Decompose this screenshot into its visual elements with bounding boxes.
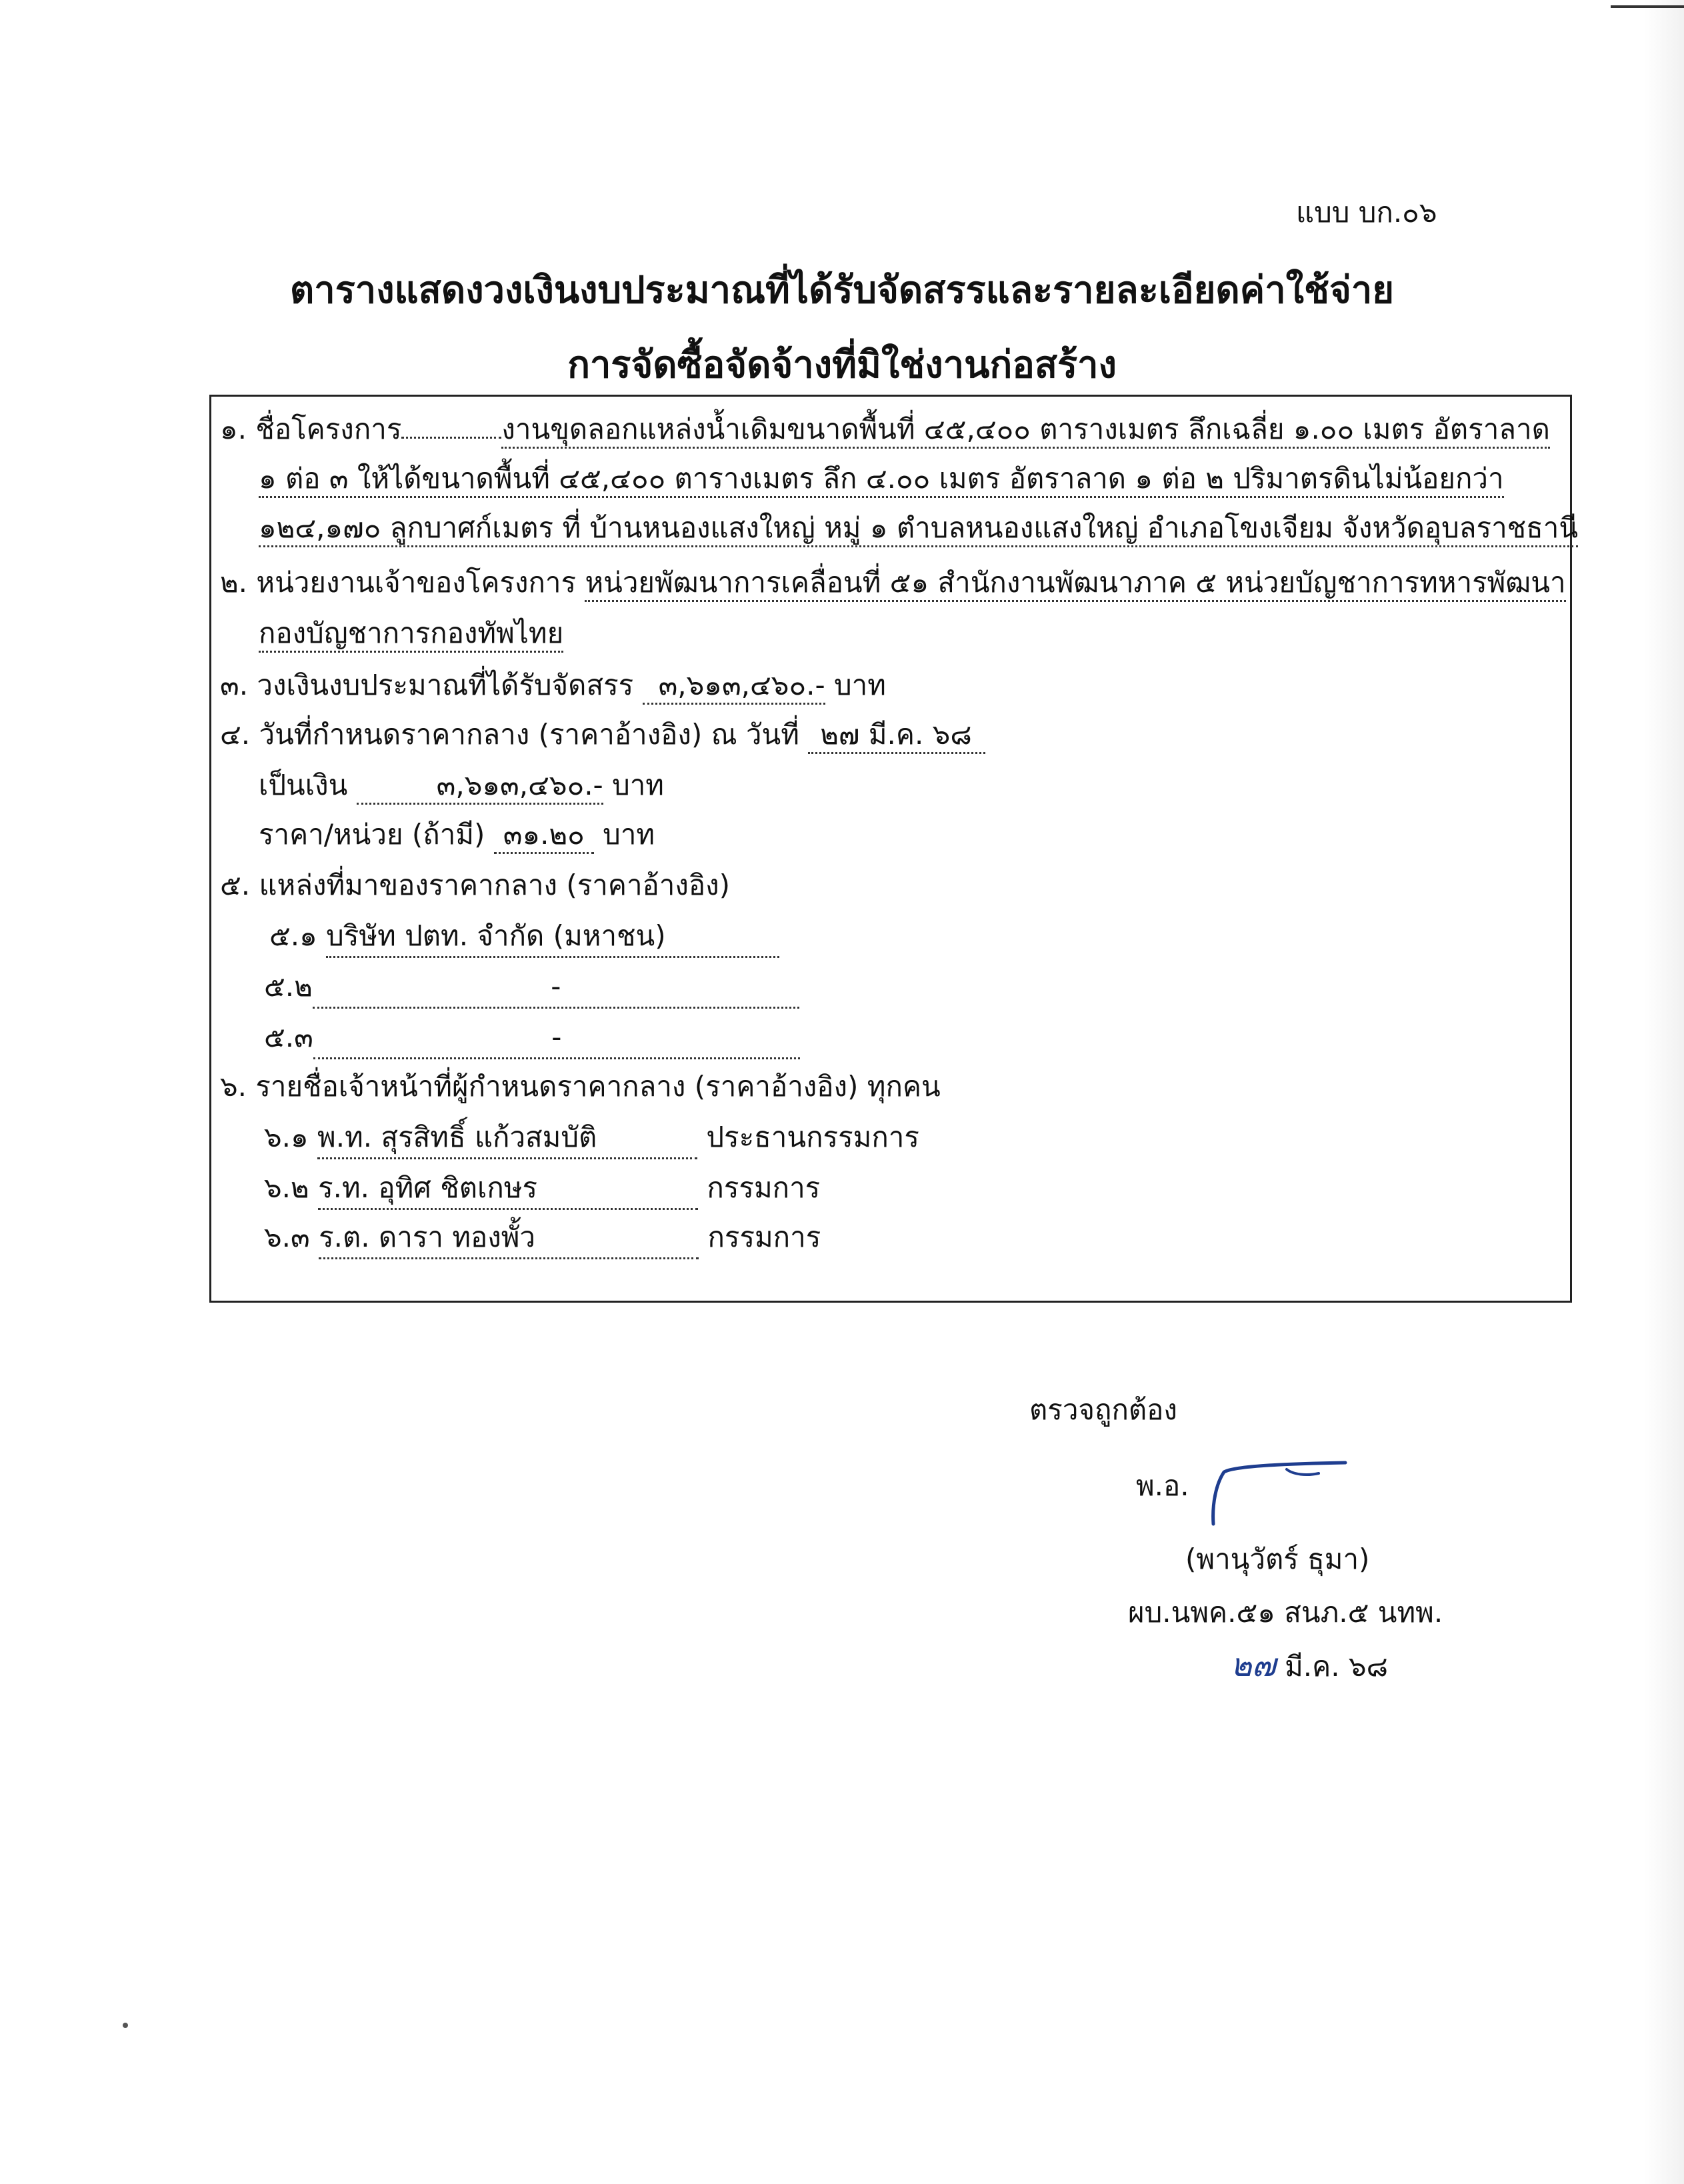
officer-role: กรรมการ bbox=[707, 1221, 821, 1253]
officer-no: ๖.๓ bbox=[264, 1221, 310, 1253]
amount-label: เป็นเงิน bbox=[259, 769, 348, 801]
officer-dotted-line bbox=[317, 1117, 697, 1159]
scan-edge bbox=[1644, 0, 1684, 2184]
project-name-line1: งานขุดลอกแหล่งน้ำเดิมขนาดพื้นที่ ๔๕,๔๐๐ ตารางเมตร ลึกเฉลี่ย ๑.๐๐ เมตร อัตราลาด bbox=[501, 413, 1550, 449]
item4-unit-price-row bbox=[259, 815, 655, 855]
item1-row2 bbox=[259, 459, 1504, 499]
officer-dotted-line bbox=[318, 1168, 698, 1210]
approval-date bbox=[1231, 1640, 1388, 1691]
budget-value: ๓,๖๑๓,๔๖๐.- bbox=[643, 669, 825, 705]
amount-unit: บาท bbox=[612, 769, 664, 801]
scan-speck bbox=[123, 2023, 128, 2028]
source-no: ๕.๑ bbox=[269, 919, 317, 952]
document-title-line1: ตารางแสดงวงเงินงบประมาณที่ได้รับจัดสรรและรายละเอียดค่าใช้จ่าย bbox=[289, 269, 1395, 312]
item1-label: ๑. ชื่อโครงการ bbox=[220, 413, 402, 445]
project-owner-line1: หน่วยพัฒนาการเคลื่อนที่ ๕๑ สำนักงานพัฒนาภาค ๕ หน่วยบัญชาการทหารพัฒนา bbox=[585, 566, 1565, 602]
source-no: ๕.๒ bbox=[264, 970, 313, 1003]
project-owner-line2: กองบัญชาการกองทัพไทย bbox=[259, 617, 563, 653]
officer-row-1 bbox=[264, 1117, 919, 1159]
source-row-3 bbox=[264, 1017, 800, 1059]
source-value: - bbox=[551, 970, 561, 1003]
source-row-1 bbox=[269, 916, 779, 958]
item6-label: ๖. รายชื่อเจ้าหน้าที่ผู้กำหนดราคากลาง (ราคาอ้างอิง) ทุกคน bbox=[220, 1070, 941, 1103]
officer-row-2 bbox=[264, 1168, 820, 1210]
item1-row1 bbox=[220, 409, 1550, 449]
item4-row bbox=[220, 715, 985, 755]
verified-label: ตรวจถูกต้อง bbox=[1029, 1393, 1177, 1426]
reference-price-date: ๒๗ มี.ค. ๖๘ bbox=[808, 718, 985, 754]
scan-mark bbox=[1611, 5, 1684, 8]
item5-label: ๕. แหล่งที่มาของราคากลาง (ราคาอ้างอิง) bbox=[220, 869, 730, 901]
officer-no: ๖.๑ bbox=[264, 1121, 309, 1153]
officer-name: พ.ท. สุรสิทธิ์ แก้วสมบัติ bbox=[317, 1121, 597, 1153]
item1-dotted-fill bbox=[401, 437, 501, 439]
officer-row-3 bbox=[264, 1217, 821, 1259]
item2-label: ๒. หน่วยงานเจ้าของโครงการ bbox=[220, 566, 577, 599]
source-value: บริษัท ปตท. จำกัด (มหาชน) bbox=[326, 919, 666, 952]
source-dotted-line bbox=[326, 916, 779, 958]
date-month-year: มี.ค. ๖๘ bbox=[1285, 1650, 1388, 1683]
document-title-line2: การจัดซื้อจัดจ้างที่มิใช่งานก่อสร้าง bbox=[567, 343, 1117, 387]
project-name-line2: ๑ ต่อ ๓ ให้ได้ขนาดพื้นที่ ๔๕,๔๐๐ ตารางเมตร ลึก ๔.๐๐ เมตร อัตราลาด ๑ ต่อ ๒ ปริมาตรดินไม่น้อยกว่า bbox=[259, 462, 1504, 498]
signer-position: ผบ.นพค.๕๑ สนภ.๕ นทพ. bbox=[1128, 1596, 1443, 1629]
handwritten-day: ๒๗ bbox=[1231, 1647, 1276, 1684]
source-no: ๕.๓ bbox=[264, 1021, 313, 1053]
officer-name: ร.ท. อุทิศ ชิตเกษร bbox=[318, 1171, 538, 1204]
amount-value: ๓,๖๑๓,๔๖๐.- bbox=[357, 769, 603, 805]
signature-mark bbox=[1193, 1457, 1353, 1531]
item3-label: ๓. วงเงินงบประมาณที่ได้รับจัดสรร bbox=[220, 669, 634, 701]
unit-price-unit: บาท bbox=[603, 818, 655, 851]
source-dotted-line bbox=[313, 967, 799, 1009]
officer-role: กรรมการ bbox=[707, 1171, 821, 1204]
officer-no: ๖.๒ bbox=[264, 1171, 309, 1204]
item2-row2 bbox=[259, 613, 563, 653]
project-name-line3: ๑๒๔,๑๗๐ ลูกบาศก์เมตร ที่ บ้านหนองแสงใหญ่ หมู่ ๑ ตำบลหนองแสงใหญ่ อำเภอโขงเจียม จังหวัดอุบลราชธานี bbox=[259, 511, 1578, 547]
signer-rank: พ.อ. bbox=[1136, 1469, 1189, 1502]
officer-name: ร.ต. ดารา ทองพั้ว bbox=[319, 1221, 536, 1253]
budget-unit: บาท bbox=[833, 669, 886, 701]
source-value: - bbox=[551, 1021, 562, 1053]
signer-name: (พานุวัตร์ ธุมา) bbox=[1185, 1543, 1370, 1575]
item2-row1 bbox=[220, 563, 1566, 603]
source-row-2 bbox=[264, 967, 799, 1009]
unit-price-label: ราคา/หน่วย (ถ้ามี) bbox=[259, 818, 485, 851]
officer-dotted-line bbox=[319, 1217, 699, 1259]
item4-label: ๔. วันที่กำหนดราคากลาง (ราคาอ้างอิง) ณ วันที่ bbox=[220, 718, 799, 751]
item3-row bbox=[220, 665, 886, 705]
source-dotted-line bbox=[313, 1017, 800, 1059]
item1-row3 bbox=[259, 508, 1578, 548]
unit-price-value: ๓๑.๒๐ bbox=[494, 818, 594, 854]
officer-role: ประธานกรรมการ bbox=[706, 1121, 919, 1153]
item4-amount-row bbox=[259, 765, 664, 805]
form-code: แบบ บก.๐๖ bbox=[1296, 196, 1437, 229]
